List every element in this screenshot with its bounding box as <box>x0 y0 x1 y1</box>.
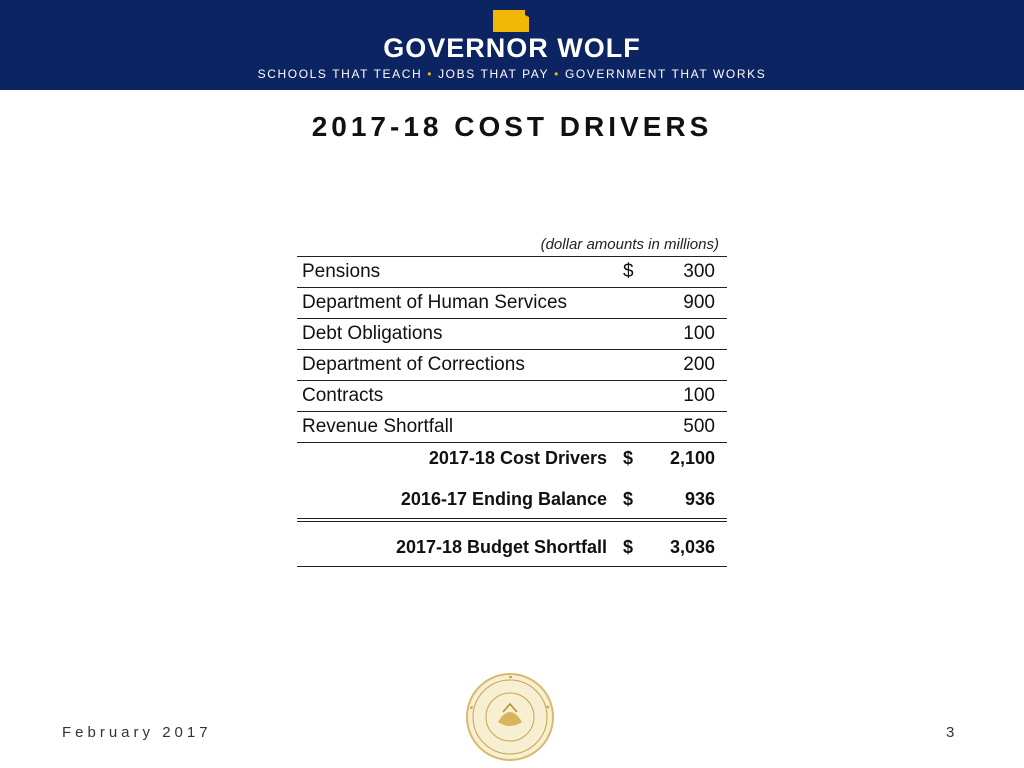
row-amount: 100 <box>683 385 715 406</box>
subtotal-amount: 2,100 <box>669 448 715 468</box>
keystone-logo-icon <box>491 8 531 34</box>
brand-title: GOVERNOR WOLF <box>383 33 641 63</box>
budget-shortfall-amount: 3,036 <box>669 537 715 557</box>
row-amount: 500 <box>683 416 715 437</box>
budget-shortfall-currency: $ <box>623 537 634 557</box>
row-label: Pensions <box>302 261 381 282</box>
tagline-part: GOVERNMENT THAT WORKS <box>564 67 767 81</box>
brand-tagline <box>0 67 1024 81</box>
page-number: 3 <box>946 724 955 741</box>
subtotal-row <box>297 443 727 474</box>
table-row <box>297 381 727 412</box>
tagline-separator: • <box>554 67 560 81</box>
ending-balance-label: 2016-17 Ending Balance <box>400 489 607 509</box>
row-label: Contracts <box>302 385 384 406</box>
commonwealth-seal-icon <box>465 672 555 762</box>
row-amount: 100 <box>683 323 715 344</box>
budget-shortfall-label: 2017-18 Budget Shortfall <box>395 537 607 557</box>
row-label: Revenue Shortfall <box>302 416 454 437</box>
tagline-separator: • <box>427 67 434 81</box>
table-row <box>297 350 727 381</box>
row-label: Department of Corrections <box>302 354 525 375</box>
subtotal-currency: $ <box>623 448 634 468</box>
budget-shortfall-row <box>297 532 727 567</box>
units-note: (dollar amounts in millions) <box>297 233 727 257</box>
row-currency: $ <box>623 261 634 282</box>
table-row <box>297 288 727 319</box>
row-label: Debt Obligations <box>302 323 443 344</box>
ending-balance-row <box>297 484 727 522</box>
tagline-part: JOBS THAT PAY <box>438 67 550 81</box>
footer-date: February 2017 <box>62 724 212 741</box>
header-band <box>0 0 1024 90</box>
tagline-part: SCHOOLS THAT TEACH <box>257 67 423 81</box>
ending-balance-amount: 936 <box>684 489 715 509</box>
ending-balance-currency: $ <box>623 489 634 509</box>
row-amount: 300 <box>683 261 715 282</box>
cost-drivers-table <box>297 233 727 567</box>
row-label: Department of Human Services <box>302 292 568 313</box>
table-row <box>297 319 727 350</box>
row-amount: 200 <box>683 354 715 375</box>
table-row <box>297 412 727 443</box>
slide-title: 2017-18 COST DRIVERS <box>311 111 713 142</box>
subtotal-label: 2017-18 Cost Drivers <box>428 448 607 468</box>
row-amount: 900 <box>683 292 715 313</box>
table-row <box>297 257 727 288</box>
